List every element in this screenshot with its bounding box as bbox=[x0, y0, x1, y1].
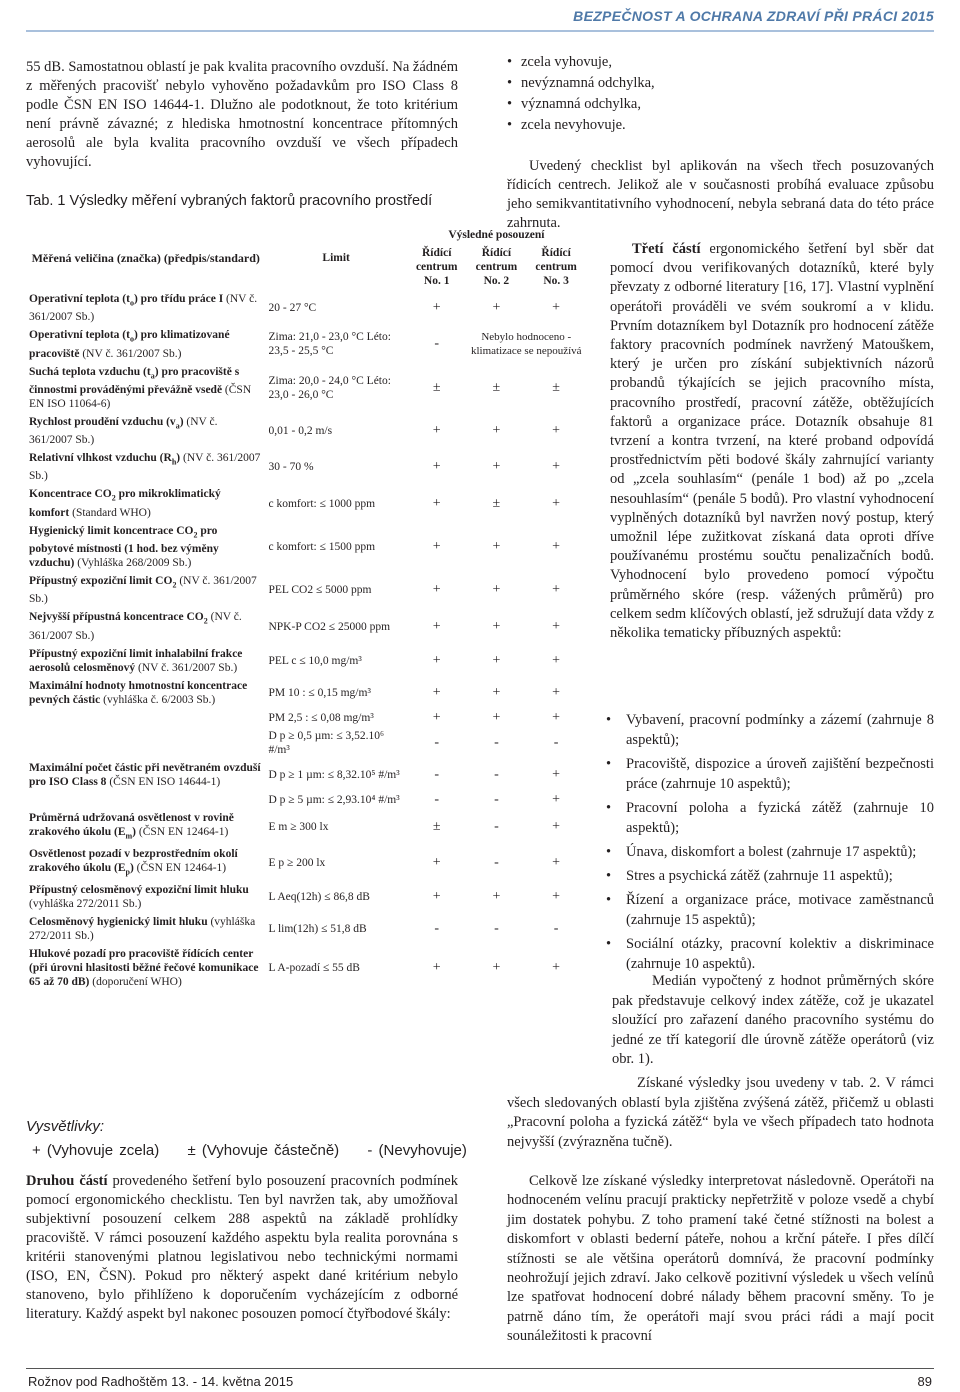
aspect-item: • Vybavení, pracovní podmínky a zázemí (zahrnuje 8 aspektů); bbox=[600, 710, 934, 750]
param-cell bbox=[26, 845, 265, 881]
table-row bbox=[26, 326, 586, 362]
result-cell-r1: + bbox=[432, 652, 441, 668]
param-cell bbox=[26, 809, 265, 845]
limit-cell: D p ≥ 1 µm: ≤ 8,32.10⁵ #/m³ bbox=[268, 768, 400, 781]
param-regulation: (ČSN EN 12464-1) bbox=[138, 825, 229, 838]
result-cell-r3: + bbox=[552, 818, 561, 834]
param-name-a: Celosměnový hygienický limit hluku bbox=[29, 916, 208, 929]
limit-cell: PM 10 : ≤ 0,15 mg/m³ bbox=[268, 686, 371, 699]
header-r2: Řídící centrum No. 2 bbox=[475, 247, 518, 287]
table-row bbox=[26, 759, 586, 791]
param-cell bbox=[26, 945, 265, 991]
result-cell-r2: + bbox=[492, 889, 501, 905]
param-cell bbox=[26, 913, 265, 945]
param-name-a: Maximální hodnoty hmotnostní koncentrace pevných částic bbox=[29, 679, 248, 706]
limit-cell: NPK-P CO2 ≤ 25000 ppm bbox=[268, 620, 391, 633]
param-name-b: ) pro třídu práce I bbox=[133, 293, 224, 305]
table-row bbox=[26, 791, 586, 809]
result-cell-r2: + bbox=[492, 538, 501, 554]
param-subscript: 2 bbox=[172, 580, 177, 590]
table-row bbox=[26, 709, 586, 727]
param-name-a: Maximální počet částic při nevětraném ovzduší pro ISO Class 8 bbox=[29, 761, 261, 788]
table-row bbox=[26, 522, 586, 572]
aspect-item: • Řízení a organizace práce, motivace zaměstnanců (zahrnuje 15 aspektů); bbox=[600, 890, 934, 930]
limit-cell: L Aeq(12h) ≤ 86,8 dB bbox=[268, 891, 370, 904]
param-cell bbox=[26, 677, 265, 709]
param-cell bbox=[26, 363, 265, 413]
header-rule bbox=[26, 30, 934, 32]
param-name bbox=[29, 611, 208, 626]
param-name-a: Hlukové pozadí pro pracoviště řídících center (při úrovni hlasitosti běžné řečové komunikace 65 až 70 dB) bbox=[29, 948, 259, 989]
result-cell-r3: + bbox=[552, 582, 561, 598]
result-cell-r3: + bbox=[552, 889, 561, 905]
header-r1: Řídící centrum No. 1 bbox=[415, 247, 458, 287]
param-regulation: (ČSN EN ISO 11064-6) bbox=[29, 383, 252, 410]
result-cell-r3: + bbox=[552, 495, 561, 511]
result-cell-r1: - bbox=[434, 766, 440, 782]
result-cell-r3: + bbox=[552, 459, 561, 475]
scale-item: • významná odchylka, bbox=[507, 94, 927, 115]
result-cell-r2: - bbox=[494, 734, 499, 750]
result-cell-r1: + bbox=[432, 684, 441, 700]
param-subscript: a bbox=[175, 421, 180, 431]
param-subscript: o bbox=[129, 334, 134, 344]
param-name-a: Přípustný expoziční limit CO bbox=[29, 575, 173, 588]
param-name-a: Přípustný expoziční limit inhalabilní frakce aerosolů celosměnový bbox=[29, 647, 243, 674]
param-regulation: (NV č. 361/2007 Sb.) bbox=[138, 661, 238, 674]
param-name-a: Nejvyšší přípustná koncentrace CO bbox=[29, 611, 204, 624]
limit-cell: Zima: 20,0 - 24,0 °C Léto: 23,0 - 26,0 °C bbox=[268, 374, 391, 401]
limit-cell: E m ≥ 300 lx bbox=[268, 820, 329, 833]
result-cell-r3: + bbox=[552, 855, 561, 871]
scale-item: • zcela vyhovuje, bbox=[507, 52, 927, 73]
param-name bbox=[29, 452, 181, 467]
result-cell-r2: + bbox=[492, 709, 501, 725]
param-cell bbox=[26, 522, 265, 572]
limit-cell: c komfort: ≤ 1000 ppm bbox=[268, 497, 376, 510]
table-row bbox=[26, 809, 586, 845]
second-part-lead: Druhou částí bbox=[26, 1173, 108, 1189]
result-cell-r1: - bbox=[434, 734, 440, 750]
param-regulation: (NV č. 361/2007 Sb.) bbox=[82, 347, 182, 360]
param-cell bbox=[26, 485, 265, 521]
result-cell-r1: + bbox=[432, 538, 441, 554]
param-name-a: Operativní teplota (t bbox=[29, 329, 130, 342]
result-cell-r2: + bbox=[492, 423, 501, 439]
table-row bbox=[26, 413, 586, 449]
result-cell-r2: ± bbox=[492, 495, 501, 511]
param-cell bbox=[26, 881, 265, 913]
limit-cell: Zima: 21,0 - 23,0 °C Léto: 23,5 - 25,5 °C bbox=[268, 331, 391, 358]
param-subscript: o bbox=[129, 298, 134, 308]
result-cell-r3: + bbox=[552, 538, 561, 554]
param-subscript: 2 bbox=[193, 530, 198, 540]
param-name-a: Operativní teplota (t bbox=[29, 293, 130, 305]
table-row bbox=[26, 608, 586, 644]
table-row bbox=[26, 363, 586, 413]
param-regulation: (ČSN EN 12464-1) bbox=[136, 861, 227, 874]
legend-minus: - (Nevyhovuje) bbox=[367, 1142, 467, 1159]
scale-list bbox=[507, 52, 927, 136]
param-regulation: (Standard WHO) bbox=[72, 506, 151, 519]
footer-conference: Rožnov pod Radhoštěm 13. - 14. května 2015 bbox=[28, 1374, 294, 1389]
scale-item: • nevýznamná odchylka, bbox=[507, 73, 927, 94]
param-cell bbox=[26, 326, 265, 362]
limit-cell: L A-pozadí ≤ 55 dB bbox=[268, 962, 360, 975]
result-cell-r2: + bbox=[492, 459, 501, 475]
aspect-item: • Pracoviště, dispozice a úroveň zajištění bezpečnosti práce (zahrnuje 10 aspektů); bbox=[600, 754, 934, 794]
header-group: Výsledné posouzení bbox=[448, 229, 545, 241]
result-cell-r2: - bbox=[494, 855, 499, 871]
result-cell-r1: + bbox=[432, 960, 441, 976]
result-cell-r2: ± bbox=[492, 379, 501, 395]
param-name-a: Relativní vlhkost vzduchu (R bbox=[29, 452, 172, 465]
param-regulation: (NV č. 361/2007 Sb.) bbox=[29, 293, 258, 324]
legend-partial: ± (Vyhovuje částečně) bbox=[187, 1142, 340, 1159]
result-cell-r1: + bbox=[432, 855, 441, 871]
table-row bbox=[26, 572, 586, 608]
param-name-b: pro pobytové místnosti (1 hod. bez výměny vzduchu) bbox=[29, 524, 219, 570]
aspects-list bbox=[600, 710, 934, 978]
param-regulation: (vyhláška 272/2011 Sb.) bbox=[29, 898, 142, 911]
param-subscript: h bbox=[171, 457, 177, 467]
result-cell-r3: - bbox=[553, 921, 559, 937]
param-regulation: (Vyhláška 268/2009 Sb.) bbox=[77, 557, 192, 570]
results-paragraph: Získané výsledky jsou uvedeny v tab. 2. V rámci všech sledovaných oblastí byla zjištěna zvýšená zátěž, přičemž u oblasti „Pracovní poloha a fyzická zátěž“ byla ve všech případech tato hodnota nejvyšší (zvýrazněna tučně). bbox=[507, 1075, 934, 1150]
third-part-paragraph bbox=[610, 240, 934, 643]
result-cell-r3: + bbox=[552, 766, 561, 782]
result-cell-r3: + bbox=[552, 618, 561, 634]
param-cell bbox=[26, 709, 265, 727]
result-cell-r2: - bbox=[494, 921, 499, 937]
third-part-lead: Třetí částí bbox=[632, 241, 701, 257]
scale-item: • zcela nevyhovuje. bbox=[507, 115, 927, 136]
result-cell-r3: + bbox=[552, 684, 561, 700]
param-cell bbox=[26, 608, 265, 644]
table-row bbox=[26, 945, 586, 991]
legend bbox=[32, 1142, 489, 1159]
param-name bbox=[29, 293, 224, 308]
table-row bbox=[26, 845, 586, 881]
param-subscript: a bbox=[150, 370, 155, 380]
header-limit: Limit bbox=[322, 252, 350, 264]
param-cell bbox=[26, 791, 265, 809]
param-name bbox=[29, 366, 239, 396]
param-name-a: Průměrná udržovaná osvětlenost v rovině zrakového úkolu (E bbox=[29, 811, 234, 838]
result-cell-r2: - bbox=[494, 791, 499, 807]
param-cell bbox=[26, 645, 265, 677]
third-part-text: ergonomického šetření byl sběr dat pomocí dvou verifikovaných dotazníků, které byly převzaty z odborné literatury [16, 17]. Vlastní vyplnění operátoři prováděli ve svém soukromí a v klidu. Prvním dotazníkem byl Dotazník pro hodnocení zátěže faktory pracovních podmínek navržený Matouškem, který je určen pro získání subjektivních názorů probandů týkajících se jejich pracovního místa, pracovního prostředí, pracovní zátěže, obtěžujících faktorů a organizace práce. Dotazník obsahuje 81 tvrzení a kontra tvrzení, na které proband odpovídá prostřednictvím pěti bodové škály zahrnující varianty od „zcela souhlasím“ (penále 1 bod) až po „zcela nesouhlasím“ (penále 5 bodů). Pro vlastní vyhodnocení vyplněných dotazníků byl navržen nový postup, který umožnil lépe zužitkovat získaná data oproti dříve používanému prostému součtu penalizačních bodů. Vyhodnocení bylo provedeno pomocí výpočtu průměrného skóre (resp. vážených průměrů) pro celkem sedm klíčových oblastí, jež sdružují data vždy z několika tematicky příbuzných aspektů: bbox=[610, 241, 934, 642]
result-cell-r3: + bbox=[552, 709, 561, 725]
param-regulation: (doporučení WHO) bbox=[92, 976, 182, 989]
checklist-paragraph: Uvedený checklist byl aplikován na všech třech posuzovaných řídicích centrech. Jelikož ale v současnosti probíhá evaluace způsobu jeho semikvantitativního vyhodnocení, nebyla sebraná data do této práce zahrnuta. bbox=[507, 158, 934, 231]
legend-plus: + (Vyhovuje zcela) bbox=[32, 1142, 160, 1159]
param-name-b: ) bbox=[132, 825, 137, 838]
result-cell-r1: ± bbox=[432, 818, 441, 834]
param-name-b: pro mikroklimatický komfort bbox=[29, 488, 221, 519]
limit-cell: L lim(12h) ≤ 51,8 dB bbox=[268, 923, 367, 936]
param-name bbox=[29, 415, 184, 431]
param-name bbox=[29, 884, 249, 896]
legend-title: Vysvětlivky: bbox=[26, 1118, 105, 1135]
result-cell-r1: - bbox=[434, 921, 440, 937]
result-cell-r2: + bbox=[492, 960, 501, 976]
result-cell-r1: + bbox=[432, 709, 441, 725]
limit-cell: PEL c ≤ 10,0 mg/m³ bbox=[268, 654, 362, 667]
aspect-item: • Sociální otázky, pracovní kolektiv a diskriminace (zahrnuje 10 aspektů). bbox=[600, 934, 934, 974]
result-cell-r3: + bbox=[552, 960, 561, 976]
table-caption: Tab. 1 Výsledky měření vybraných faktorů pracovního prostředí bbox=[26, 193, 433, 209]
result-cell-r1: ± bbox=[432, 379, 441, 395]
param-subscript: p bbox=[125, 867, 130, 877]
param-regulation: (vyhláška 272/2011 Sb.) bbox=[29, 916, 256, 943]
param-subscript: m bbox=[125, 830, 133, 840]
limit-cell: 0,01 - 0,2 m/s bbox=[268, 425, 333, 438]
table-row bbox=[26, 645, 586, 677]
param-cell bbox=[26, 413, 265, 449]
result-cell-r1: + bbox=[432, 889, 441, 905]
param-cell bbox=[26, 727, 265, 759]
param-name-a: Suchá teplota vzduchu (t bbox=[29, 365, 151, 378]
param-cell bbox=[26, 449, 265, 485]
param-regulation: (NV č. 361/2007 Sb.) bbox=[29, 611, 242, 642]
aspect-item: • Únava, diskomfort a bolest (zahrnuje 17 aspektů); bbox=[600, 842, 934, 862]
limit-cell: PEL CO2 ≤ 5000 ppm bbox=[268, 584, 372, 597]
param-regulation: (ČSN EN ISO 14644-1) bbox=[109, 775, 221, 788]
table-row bbox=[26, 727, 586, 759]
result-cell-r1: + bbox=[432, 423, 441, 439]
result-cell-r3: + bbox=[552, 652, 561, 668]
param-name-a: Hygienický limit koncentrace CO bbox=[29, 524, 194, 537]
limit-cell: E p ≥ 200 lx bbox=[268, 857, 326, 870]
limit-cell: c komfort: ≤ 1500 ppm bbox=[268, 540, 376, 553]
result-cell-r3: - bbox=[553, 734, 559, 750]
result-cell-r1: + bbox=[432, 582, 441, 598]
result-cell-r1: - bbox=[434, 336, 440, 352]
median-paragraph: Medián vypočtený z hodnot průměrných skóre pak představuje celkový index zátěže, což je ukazatel sloužící pro zařazení daného pracovního systému do jedné ze tří kategorií dle úrovně zátěže operátorů (viz obr. 1). bbox=[612, 973, 934, 1067]
param-name-b: ) bbox=[176, 452, 181, 465]
table-row bbox=[26, 290, 586, 326]
param-name-b: ) pro klimatizované pracoviště bbox=[29, 329, 230, 360]
footer-rule bbox=[26, 1368, 934, 1369]
result-cell-r2: + bbox=[492, 618, 501, 634]
result-cell-r1: + bbox=[432, 300, 441, 316]
journal-title: BEZPEČNOST A OCHRANA ZDRAVÍ PŘI PRÁCI 2015 bbox=[573, 8, 934, 24]
limit-cell: PM 2,5 : ≤ 0,08 mg/m³ bbox=[268, 711, 374, 724]
result-cell-r2: + bbox=[492, 684, 501, 700]
param-subscript: 2 bbox=[111, 493, 116, 503]
table-body bbox=[26, 290, 586, 991]
table-row bbox=[26, 881, 586, 913]
result-cell-r1: + bbox=[432, 459, 441, 475]
result-cell-r2: - bbox=[494, 818, 499, 834]
param-name-b: ) bbox=[179, 415, 184, 428]
table-row bbox=[26, 449, 586, 485]
result-cell-r2: + bbox=[492, 300, 501, 316]
header-param: Měřená veličina (značka) (předpis/standard) bbox=[31, 251, 260, 265]
result-cell-r3: + bbox=[552, 300, 561, 316]
result-cell-r3: ± bbox=[552, 379, 560, 395]
interpretation-paragraph: Celkově lze získané výsledky interpretovat následovně. Operátoři na hodnoceném velínu pracují prakticky nepřetržitě v poloze vsedě a chybí jim dostatek pohybu. Z toho pramení také četné stížnosti na bolest a diskomfort v oblasti bederní páteře, nohou a krční páteře. I přes dílčí stížnosti se ale většina operátorů domnívá, že pracovní podmínky neohrožují jejich zdraví. Jako celkově pozitivní výsledek u všech velínů lze spatřovat hodnocení dobré nálady během pracovní směny. To je patrně dáno tím, že operátoři mají svou práci rádi a mají pocit sounáležitosti k pracovní bbox=[507, 1173, 934, 1345]
param-name-a: Přípustný celosměnový expoziční limit hluku bbox=[29, 884, 249, 897]
param-name-b: ) pro pracoviště s činnostmi prováděnými převážně vsedě bbox=[29, 365, 240, 396]
result-cell-r2: - bbox=[494, 766, 499, 782]
result-cell-r2: + bbox=[492, 582, 501, 598]
results-table bbox=[26, 226, 586, 991]
limit-cell: D p ≥ 5 µm: ≤ 2,93.10⁴ #/m³ bbox=[268, 793, 400, 806]
second-part-paragraph bbox=[26, 1172, 458, 1324]
table-row bbox=[26, 677, 586, 709]
intro-paragraph: 55 dB. Samostatnou oblastí je pak kvalita pracovního ovzduší. Na žádném z měřených pracovišť nebylo vyhověno požadavkům pro ISO Class 8 podle ČSN EN ISO 14644-1. Dlužno ale podotknout, že toto kritérium není právně závazné; z hlediska hmotnostní koncentrace přítomných aerosolů ale byla kvalita pracovního ovzduší ve všech případech vyhovující. bbox=[26, 59, 458, 170]
table-row bbox=[26, 913, 586, 945]
result-cell-r1: - bbox=[434, 791, 440, 807]
limit-cell: 30 - 70 % bbox=[268, 461, 314, 474]
result-cell-r2: + bbox=[492, 652, 501, 668]
param-cell bbox=[26, 290, 265, 326]
result-cell-r1: + bbox=[432, 495, 441, 511]
param-regulation: (vyhláška č. 6/2003 Sb.) bbox=[103, 693, 216, 706]
param-name-a: Rychlost proudění vzduchu (v bbox=[29, 415, 176, 428]
param-regulation: (NV č. 361/2007 Sb.) bbox=[29, 415, 218, 447]
page-header bbox=[0, 0, 960, 34]
param-name-b: ) bbox=[129, 861, 134, 874]
param-cell bbox=[26, 759, 265, 791]
aspect-item: • Pracovní poloha a fyzická zátěž (zahrnuje 10 aspektů); bbox=[600, 798, 934, 838]
aspect-item: • Stres a psychická zátěž (zahrnuje 11 aspektů); bbox=[600, 866, 934, 886]
table-row bbox=[26, 485, 586, 521]
result-cell-r3: + bbox=[552, 423, 561, 439]
result-cell-r1: + bbox=[432, 618, 441, 634]
param-name-a: Koncentrace CO bbox=[29, 488, 112, 501]
limit-cell: 20 - 27 °C bbox=[268, 302, 317, 315]
param-name bbox=[29, 916, 208, 928]
param-subscript: 2 bbox=[203, 616, 208, 626]
page-number: 89 bbox=[917, 1374, 932, 1389]
limit-cell: D p ≥ 0,5 µm: ≤ 3,52.10⁶ #/m³ bbox=[268, 729, 385, 756]
param-cell bbox=[26, 572, 265, 608]
second-part-text: provedeného šetření bylo posouzení pracovních podmínek pomocí ergonomického checklistu. Ten byl navržen tak, aby umožňoval subjektivní posouzení celkem 288 aspektů na základě prohlídky pracoviště. V rámci posouzení každého aspektu byla realita porovnána s kritérii stanovenými platnou legislativou nebo technickými normami (ISO, EN, ČSN). Pokud pro některý aspekt dané kritérium nebylo stanoveno, bylo přihlíženo k doporučením vycházejícím z odborné literatury. Každý aspekt byl nakonec posouzen pomocí čtyřbodové škály: bbox=[26, 1173, 458, 1322]
result-cell-merged: Nebylo hodnoceno - klimatizace se nepoužívá bbox=[470, 331, 582, 358]
result-cell-r3: + bbox=[552, 791, 561, 807]
param-name-a: Osvětlenost pozadí v bezprostředním okolí zrakového úkolu (E bbox=[29, 847, 238, 874]
param-name bbox=[29, 575, 177, 590]
param-regulation: (NV č. 361/2007 Sb.) bbox=[29, 452, 261, 483]
header-r3: Řídící centrum No. 3 bbox=[535, 247, 577, 287]
param-regulation: (NV č. 361/2007 Sb.) bbox=[29, 575, 257, 606]
